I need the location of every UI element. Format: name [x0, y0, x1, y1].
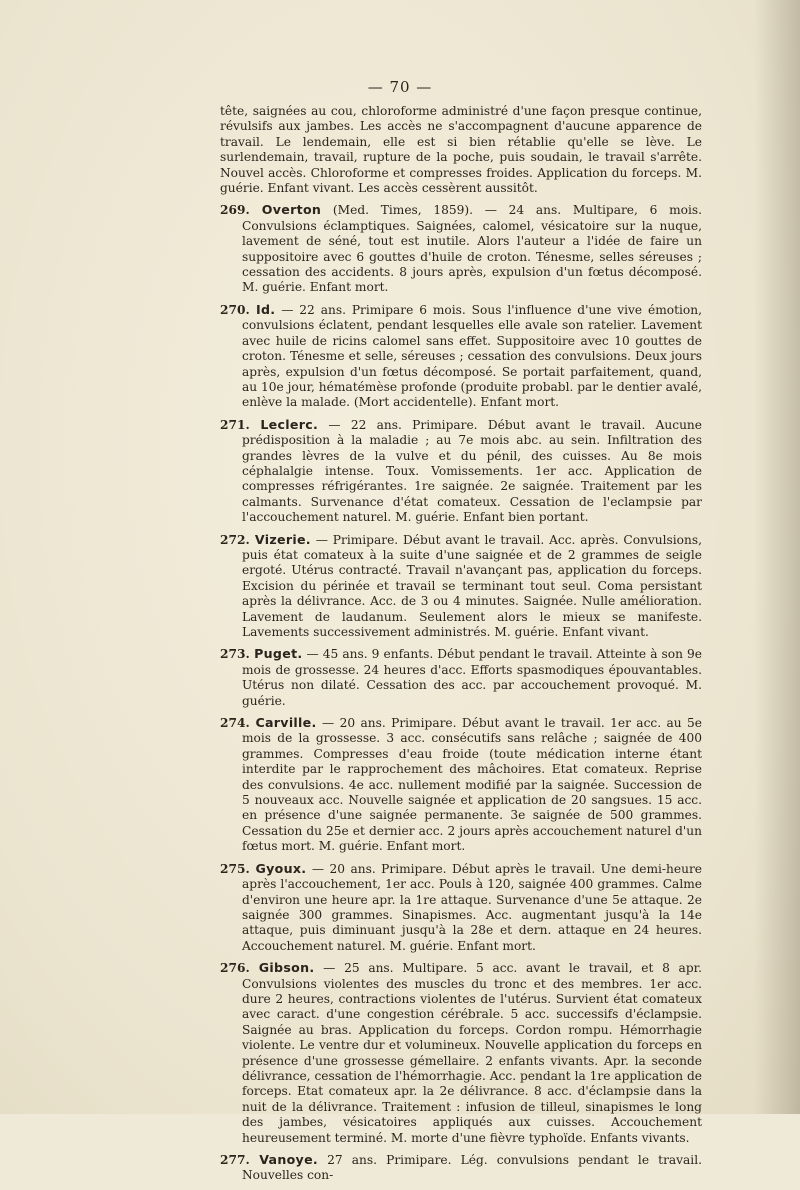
- page-edge-shadow: [754, 0, 800, 1114]
- case-entry: [220, 960, 702, 1146]
- case-author: Puget.: [254, 646, 303, 662]
- case-text: 27 ans. Primipare. Lég. convulsions pendant le travail. Nouvelles con-: [242, 1153, 702, 1183]
- case-author: Id.: [255, 301, 276, 317]
- case-text: — 22 ans. Primipare. Début avant le travail. Aucune prédisposition à la maladie ; au 7e mois abc. au sein. Infiltration des grandes lèvres de la vulve et du pénil, des cuisses. Au 8e mois céphalalgie intense. Toux. Vomissements. 1er acc. Application de compresses réfrigérantes. 1re saignée. 2e saignée. Traitement par les calmants. Survenance d'état comateux. Cessation de l'eclampsie par l'accouchement naturel. M. guérie. Enfant bien portant.: [242, 417, 702, 525]
- case-text: (Med. Times, 1859). — 24 ans. Multipare, 6 mois. Convulsions éclamptiques. Saignées, calomel, vésicatoire sur la nuque, lavement de séné, tout est inutile. Alors l'auteur a l'idée de faire un suppositoire avec 6 gouttes d'huile de croton. Ténesme, selles séreuses ; cessation des accidents. 8 jours après, expulsion d'un fœtus décomposé. M. guérie. Enfant mort.: [242, 203, 702, 295]
- case-author: Gyoux.: [255, 860, 307, 876]
- case-entry: [220, 715, 702, 855]
- case-text: — 22 ans. Primipare 6 mois. Sous l'influence d'une vive émotion, convulsions éclatent, pendant lesquelles elle avale son ratelier. Lavement avec huile de ricins calomel sans effet. Suppositoire avec 10 gouttes de croton. Ténesme et selle, séreuses ; cessation des convulsions. Deux jours après, expulsion d'un fœtus décomposé. Se portait parfaitement, quand, au 10e jour, hématémèse profonde (produite probabl. par le dentier avalé, enlève la malade. (Mort accidentelle). Enfant mort.: [242, 302, 702, 410]
- case-entry: [220, 861, 702, 954]
- case-text: — 25 ans. Multipare. 5 acc. avant le travail, et 8 apr. Convulsions violentes des muscles du tronc et des membres. 1er acc. dure 2 heures, contractions violentes de l'utérus. Survient état comateux avec caract. d'une congestion cérébrale. 5 acc. successifs d'éclampsie. Saignée au bras. Application du forceps. Cordon rompu. Hémorrhagie violente. Le ventre dur et volumineux. Nouvelle application du forceps en présence d'une grossesse gémellaire. 2 enfants vivants. Apr. la seconde délivrance, cessation de l'hémorrhagie. Acc. pendant la 1re application de forceps. Etat comateux apr. la 2e délivrance. 8 acc. d'éclampsie dans la nuit de la délivrance. Traitement : infusion de tilleul, sinapismes le long des jambes, vésicatoires appliqués aux cuisses. Accouchement heureusement terminé. M. morte d'une fièvre typhoïde. Enfants vivants.: [242, 961, 702, 1145]
- case-entry: [220, 646, 702, 709]
- case-number: 276.: [220, 961, 259, 976]
- case-number: 270.: [220, 302, 256, 317]
- case-entry: [220, 202, 702, 295]
- case-list: [220, 202, 702, 1183]
- case-entry: [220, 532, 702, 641]
- page-number: — 70 —: [367, 78, 433, 96]
- case-author: Carville.: [255, 715, 317, 731]
- page-body: [220, 104, 702, 1190]
- intro-paragraph: tête, saignées au cou, chloroforme administré d'une façon presque continue, révulsifs aux jambes. Les accès ne s'accompagnent d'aucune apparence de travail. Le lendemain, elle est si bien rétablie qu'elle se lève. Le surlendemain, travail, rupture de la poche, puis soudain, le travail s'arrête. Nouvel accès. Chloroforme et compresses froides. Application du forceps. M. guérie. Enfant vivant. Les accès cessèrent aussitôt.: [220, 104, 702, 196]
- case-author: Vizerie.: [254, 531, 311, 547]
- case-number: 274.: [220, 716, 256, 731]
- case-text: — 45 ans. 9 enfants. Début pendant le travail. Atteinte à son 9e mois de grossesse. 24 heures d'acc. Efforts spasmodiques épouvantables. Utérus non dilaté. Cessation des acc. par accouchement provoqué. M. guérie.: [242, 647, 702, 708]
- case-number: 277.: [220, 1153, 260, 1167]
- case-number: 272.: [220, 532, 255, 547]
- case-number: 271.: [220, 417, 261, 432]
- case-author: Vanoye.: [259, 1152, 318, 1167]
- case-author: Gibson.: [258, 960, 315, 976]
- case-entry: [220, 417, 702, 526]
- case-text: — 20 ans. Primipare. Début après le travail. Une demi-heure après l'accouchement, 1er acc. Pouls à 120, saignée 400 grammes. Calme d'environ une heure apr. la 1re attaque. Survenance d'une 5e attaque. 2e saignée 300 grammes. Sinapismes. Acc. augmentant jusqu'à la 14e attaque, puis diminuant jusqu'à la 28e et dern. attaque en 24 heures. Accouchement naturel. M. guérie. Enfant mort.: [242, 861, 702, 953]
- case-number: 273.: [220, 647, 255, 662]
- case-text: — Primipare. Début avant le travail. Acc. après. Convulsions, puis état comateux à la suite d'une saignée et de 2 grammes de seigle ergoté. Utérus contracté. Travail n'avançant pas, application du forceps. Excision du périnée et travail se terminant tout seul. Coma persistant après la délivrance. Acc. de 3 ou 4 minutes. Saignée. Nulle amélioration. Lavement de laudanum. Seulement alors le mieux se manifeste. Lavements successivement administrés. M. guérie. Enfant vivant.: [242, 532, 702, 639]
- case-entry: [220, 302, 702, 411]
- case-author: Overton: [261, 202, 322, 218]
- case-author: Leclerc.: [260, 416, 319, 432]
- case-number: 275.: [220, 861, 256, 876]
- case-number: 269.: [220, 203, 262, 218]
- case-text: — 20 ans. Primipare. Début avant le travail. 1er acc. au 5e mois de la grossesse. 3 acc. consécutifs sans relâche ; saignée de 400 grammes. Compresses d'eau froide (toute médication interne étant interdite par le rapprochement des mâchoires. Etat comateux. Reprise des convulsions. 4e acc. nullement modifié par la saignée. Succession de 5 nouveaux acc. Nouvelle saignée et application de 20 sangsues. 15 acc. en présence d'une saignée permanente. 3e saignée de 500 grammes. Cessation du 25e et dernier acc. 2 jours après accouchement naturel d'un fœtus mort. M. guérie. Enfant mort.: [242, 716, 702, 854]
- case-entry: [220, 1152, 702, 1184]
